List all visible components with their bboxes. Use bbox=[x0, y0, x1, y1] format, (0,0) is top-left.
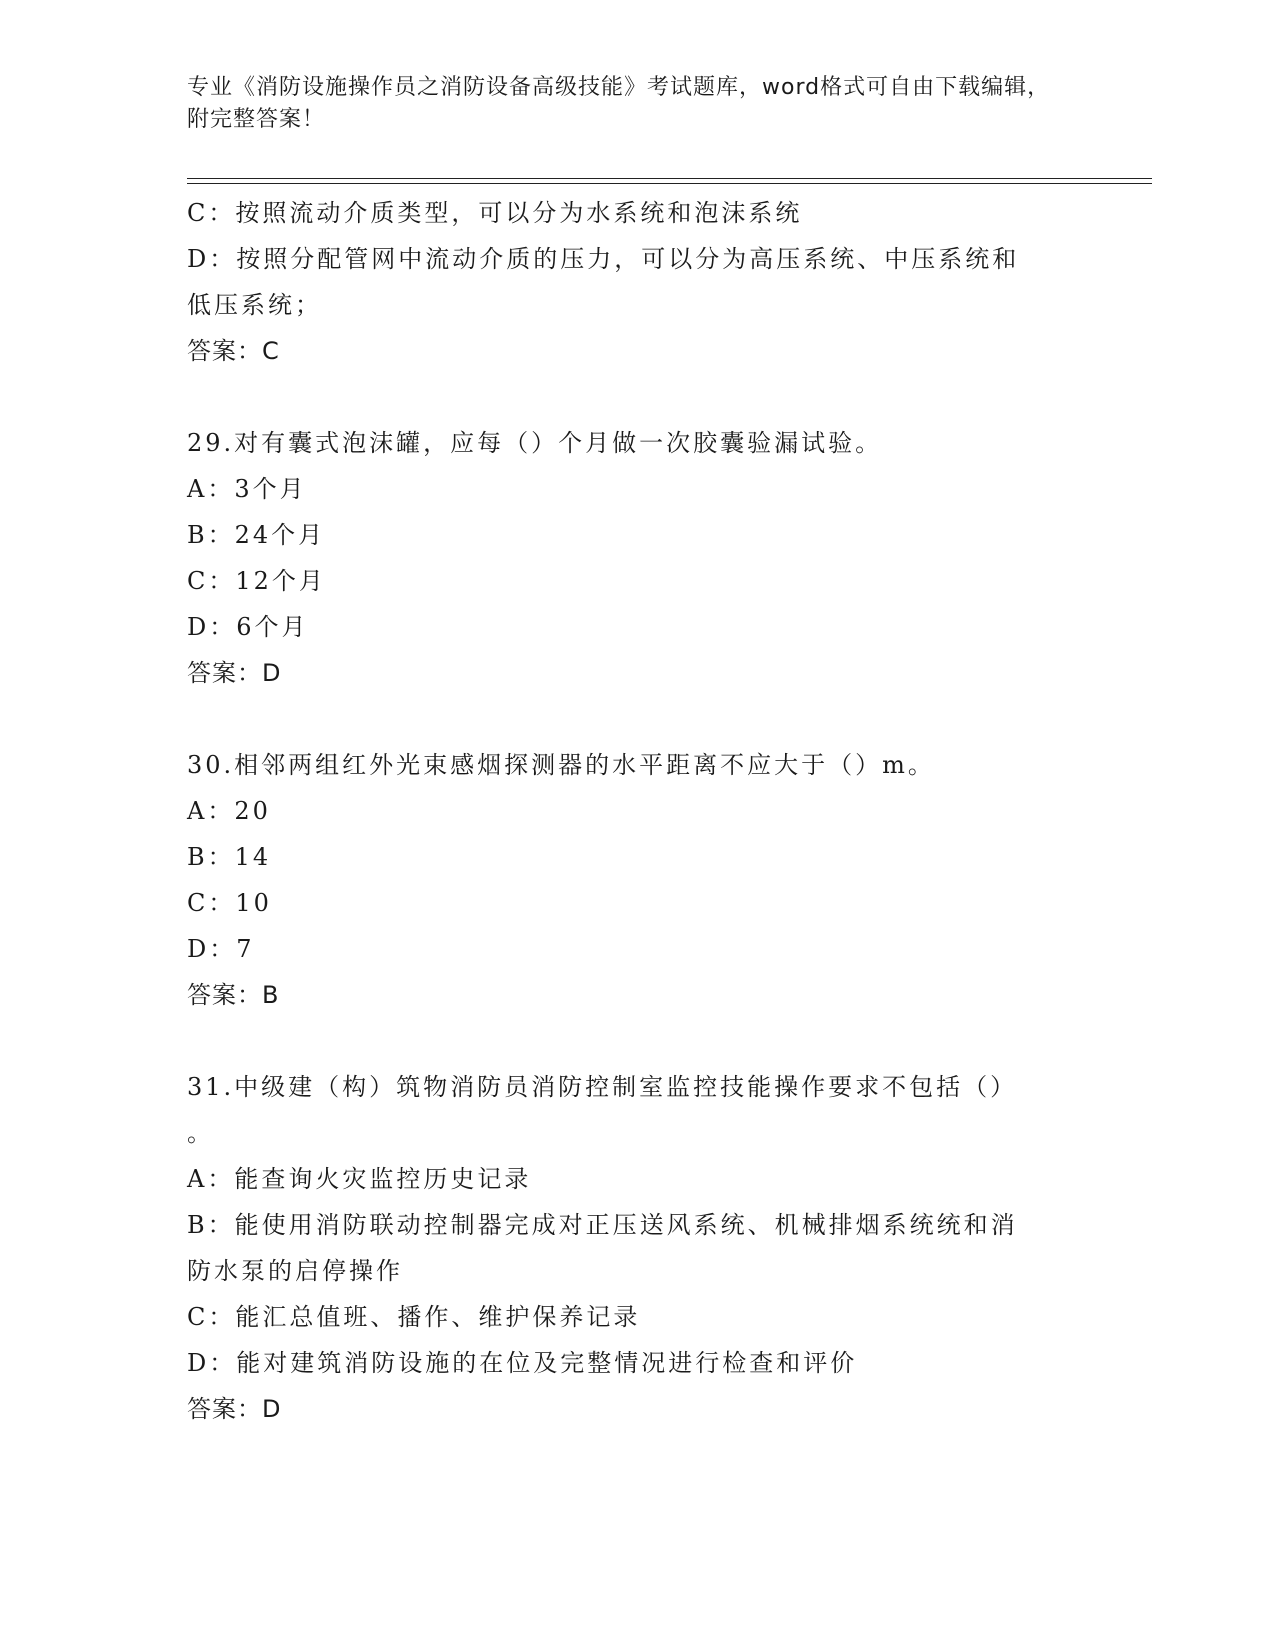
option-d: D：6个月 bbox=[187, 613, 309, 641]
answer: 答案：D bbox=[187, 659, 282, 687]
question-stem-continued: 。 bbox=[187, 1119, 214, 1147]
question-stem: 29.对有囊式泡沫罐，应每（）个月做一次胶囊验漏试验。 bbox=[187, 429, 883, 457]
option-d: D：按照分配管网中流动介质的压力，可以分为高压系统、中压系统和 bbox=[187, 245, 1020, 273]
option-b: B：能使用消防联动控制器完成对正压送风系统、机械排烟系统统和消 bbox=[187, 1211, 1018, 1239]
question-stem: 30.相邻两组红外光束感烟探测器的水平距离不应大于（）m。 bbox=[187, 751, 935, 779]
question-31 bbox=[187, 1064, 1087, 1432]
option-c: C：按照流动介质类型，可以分为水系统和泡沫系统 bbox=[187, 199, 803, 227]
header-rule-top bbox=[187, 178, 1152, 179]
option-a: A：20 bbox=[187, 797, 271, 825]
option-d: D：7 bbox=[187, 935, 255, 963]
option-b: B：24个月 bbox=[187, 521, 326, 549]
option-d: D：能对建筑消防设施的在位及完整情况进行检查和评价 bbox=[187, 1349, 858, 1377]
question-content bbox=[187, 190, 1087, 1432]
option-b-continued: 防水泵的启停操作 bbox=[187, 1257, 403, 1285]
answer: 答案：B bbox=[187, 981, 280, 1009]
option-c: C：12个月 bbox=[187, 567, 326, 595]
option-b: B：14 bbox=[187, 843, 272, 871]
header-rule-bottom bbox=[187, 183, 1152, 184]
question-stem: 31.中级建（构）筑物消防员消防控制室监控技能操作要求不包括（） bbox=[187, 1073, 1018, 1101]
option-a: A：3个月 bbox=[187, 475, 307, 503]
answer: 答案：C bbox=[187, 337, 280, 365]
question-29 bbox=[187, 420, 1087, 696]
prev-question-block bbox=[187, 190, 1087, 374]
question-30 bbox=[187, 742, 1087, 1018]
document-header: 专业《消防设施操作员之消防设备高级技能》考试题库，word格式可自由下载编辑，附完整答案！ bbox=[187, 75, 1051, 132]
option-a: A：能查询火灾监控历史记录 bbox=[187, 1165, 532, 1193]
option-c: C：10 bbox=[187, 889, 272, 917]
option-c: C：能汇总值班、播作、维护保养记录 bbox=[187, 1303, 641, 1331]
answer: 答案：D bbox=[187, 1395, 282, 1423]
option-d-continued: 低压系统； bbox=[187, 291, 322, 319]
